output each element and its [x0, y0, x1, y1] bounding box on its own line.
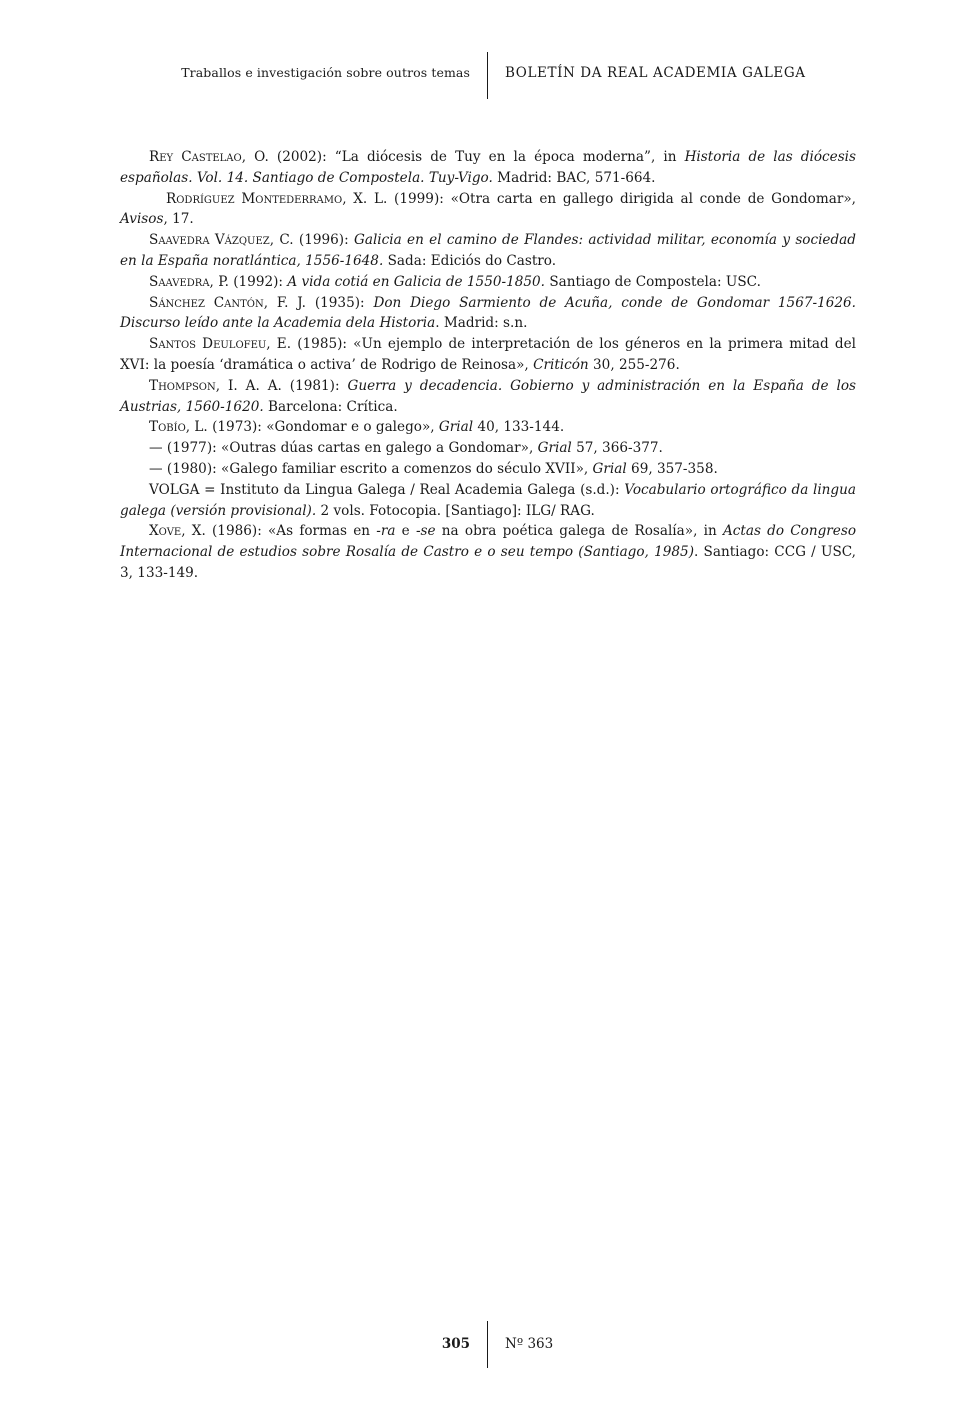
reference-text: (1996):	[293, 232, 354, 249]
reference-author: Rey Castelao, O.	[149, 149, 269, 165]
reference-title: A vida cotiá en Galicia de 1550-1850.	[287, 273, 546, 290]
reference-entry	[120, 459, 856, 480]
reference-text: — (1977): «Outras dúas cartas en galego a Gondomar»,	[149, 440, 538, 457]
reference-entry	[120, 480, 856, 522]
reference-text: . Madrid: s.n.	[435, 315, 528, 332]
reference-text: (1935):	[306, 294, 374, 311]
reference-author: Santos Deulofeu, E.	[149, 336, 292, 353]
reference-author: Xove, X.	[149, 523, 206, 540]
reference-entry	[120, 417, 856, 438]
reference-author: Saavedra, P.	[149, 273, 229, 290]
reference-author: Saavedra Vázquez, C.	[149, 232, 294, 249]
reference-title: Avisos	[120, 211, 164, 228]
reference-author: Rodríguez Montederramo, X. L.	[166, 190, 388, 207]
reference-text: (1981):	[281, 377, 348, 394]
reference-title: Grial	[592, 460, 627, 477]
reference-text: 40, 133-144.	[473, 419, 565, 436]
reference-text: (1973): «Gondomar e o galego»,	[207, 419, 439, 436]
reference-entry	[120, 521, 856, 583]
reference-text: Santiago de Compostela: USC.	[545, 273, 761, 290]
reference-entry	[120, 272, 856, 293]
reference-text: Sada: Ediciós do Castro.	[383, 252, 557, 269]
reference-text: — (1980): «Galego familiar escrito a comenzos do século XVII»,	[149, 460, 593, 477]
reference-title: Vocabulario ortográfico da lingua galega (versión provisional).	[120, 481, 856, 519]
reference-text: VOLGA = Instituto da Lingua Galega / Real Academia Galega (s.d.):	[149, 481, 625, 498]
reference-text: 57, 366-377.	[571, 440, 663, 457]
reference-text: (1999): «Otra carta en gallego dirigida al conde de Gondomar»,	[387, 190, 856, 207]
reference-entry	[120, 293, 856, 335]
reference-title: Actas do Congreso Internacional de estudios sobre Rosalía de Castro e o seu tempo (Santiago, 1985)	[120, 523, 857, 561]
reference-text: Barcelona: Crítica.	[263, 398, 398, 415]
reference-title: Historia de las diócesis españolas. Vol. 14. Santiago de Compostela. Tuy-Vigo.	[120, 149, 856, 186]
reference-text: (1986): «As formas en	[205, 523, 377, 540]
bibliography	[120, 147, 856, 584]
reference-entry	[120, 438, 856, 459]
reference-author: Thompson, I. A. A.	[149, 377, 282, 394]
reference-text: na obra poética galega de Rosalía», in	[435, 523, 723, 540]
reference-title: Guerra y decadencia. Gobierno y administración en la España de los Austrias, 1560-1620.	[120, 377, 856, 415]
reference-title: Grial	[438, 419, 474, 436]
page-number: 305	[441, 1336, 470, 1352]
reference-entry	[120, 230, 856, 272]
reference-text: (1992):	[228, 273, 288, 290]
reference-title: Grial	[537, 440, 572, 457]
header-divider	[487, 52, 488, 99]
reference-text: 30, 255-276.	[588, 356, 680, 373]
issue-number: Nº 363	[505, 1336, 554, 1352]
footer-divider	[487, 1321, 488, 1368]
reference-entry	[120, 189, 856, 231]
reference-text: . Santiago: CCG / USC, 3, 133-149.	[120, 544, 856, 581]
reference-author: Sánchez Cantón, F. J.	[149, 294, 307, 311]
reference-title: -se	[415, 523, 436, 540]
reference-entry	[120, 376, 856, 418]
reference-title: Don Diego Sarmiento de Acuña, conde de Gondomar 1567-1626. Discurso leído ante la Academia dela Historia	[120, 294, 857, 332]
reference-text: 2 vols. Fotocopia. [Santiago]: ILG/ RAG.	[316, 502, 595, 519]
reference-title: Criticón	[533, 356, 589, 373]
reference-text: , 17.	[163, 211, 194, 228]
reference-text: e	[395, 523, 416, 540]
reference-text: (2002): “La diócesis de Tuy en la época moderna”, in	[268, 149, 685, 165]
reference-title: Galicia en el camino de Flandes: actividad militar, economía y sociedad en la España noratlántica, 1556-1648.	[120, 232, 856, 269]
reference-text: (1985): «Un ejemplo de interpretación de los géneros en la primera mitad del XVI: la poesía ‘dramática o activa’ de Rodrigo de Reinosa»,	[120, 336, 856, 373]
reference-entry	[120, 334, 856, 376]
reference-entry	[120, 147, 856, 189]
reference-author: Tobío, L.	[149, 419, 208, 436]
reference-text: 69, 357-358.	[626, 460, 718, 477]
running-header-section: Traballos e investigación sobre outros temas	[181, 65, 470, 80]
running-header-journal: BOLETÍN DA REAL ACADEMIA GALEGA	[505, 65, 806, 81]
reference-title: -ra	[376, 523, 396, 540]
reference-text: Madrid: BAC, 571-664.	[492, 169, 656, 186]
